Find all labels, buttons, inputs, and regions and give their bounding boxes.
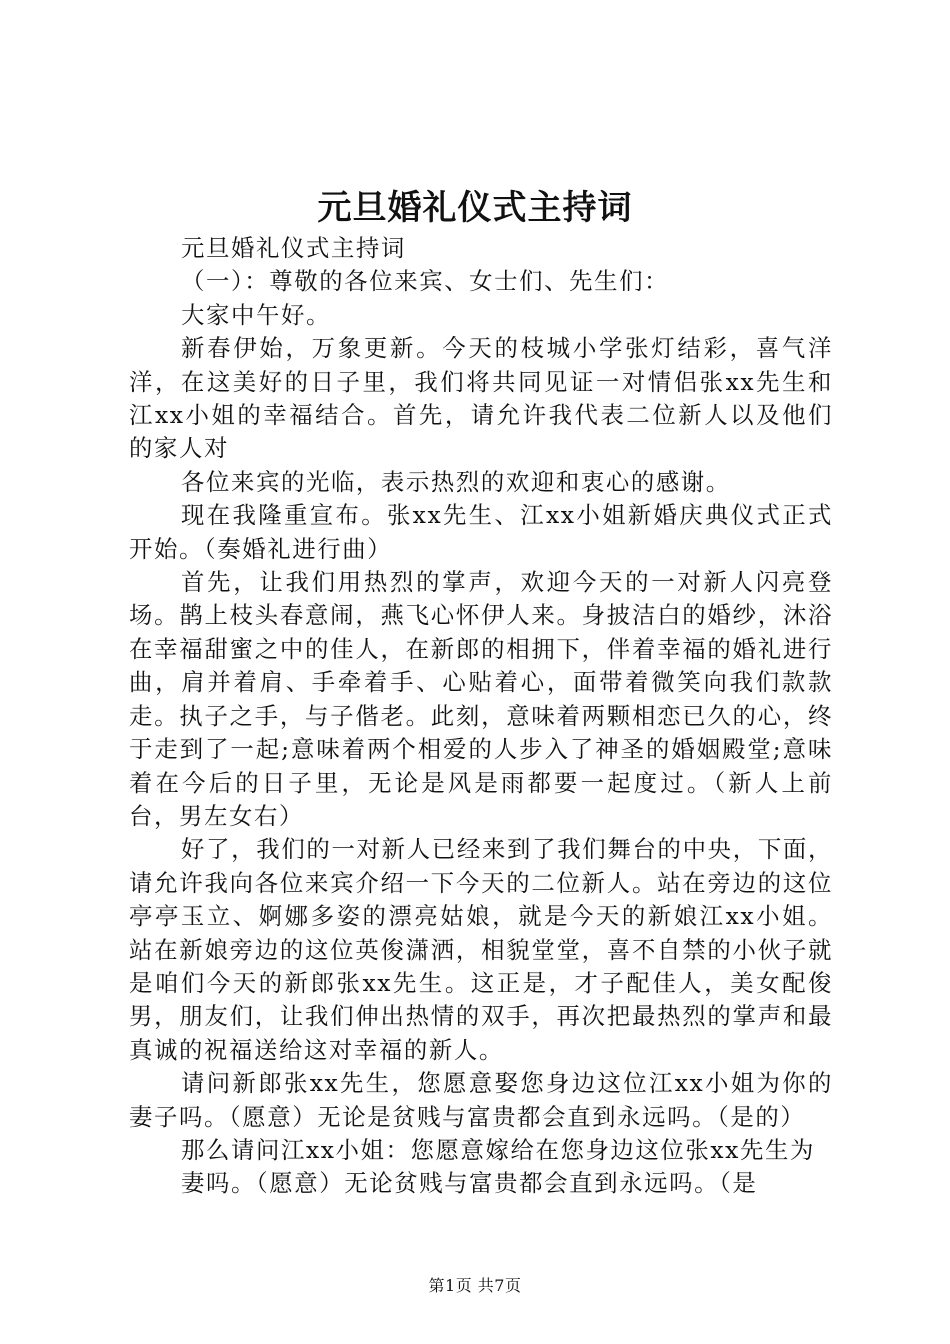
paragraph-7: 首先，让我们用热烈的掌声，欢迎今天的一对新人闪亮登场。鹊上枝头春意闹，燕飞心怀伊人来。身披洁白的婚纱，沐浴在幸福甜蜜之中的佳人，在新郎的相拥下，伴着幸福的婚礼进行曲，肩并着肩、手牵着手、心贴着心，面带着微笑向我们款款走。执子之手，与子偕老。此刻，意味着两颗相恋已久的心，终于走到了一起;意味着两个相爱的人步入了神圣的婚姻殿堂;意味着在今后的日子里，无论是风是雨都要一起度过。（新人上前台，男左女右） bbox=[129, 568, 833, 830]
paragraph-6: 现在我隆重宣布。张xx先生、江xx小姐新婚庆典仪式正式开始。（奏婚礼进行曲） bbox=[129, 501, 833, 563]
paragraph-11: 妻吗。（愿意）无论贫贱与富贵都会直到永远吗。（是 bbox=[181, 1169, 758, 1198]
document-title: 元旦婚礼仪式主持词 bbox=[317, 188, 633, 228]
paragraph-1: 元旦婚礼仪式主持词 bbox=[181, 234, 406, 262]
paragraph-8: 好了，我们的一对新人已经来到了我们舞台的中央，下面，请允许我向各位来宾介绍一下今天的二位新人。站在旁边的这位亭亭玉立、婀娜多姿的漂亮姑娘，就是今天的新娘江xx小姐。站在新娘旁边的这位英俊潇洒，相貌堂堂，喜不自禁的小伙子就是咱们今天的新郎张xx先生。这正是，才子配佳人，美女配俊男，朋友们，让我们伸出热情的双手，再次把最热烈的掌声和最真诚的祝福送给这对幸福的新人。 bbox=[129, 835, 833, 1064]
page-footer: 第1页 共7页 bbox=[428, 1276, 522, 1295]
paragraph-5: 各位来宾的光临，表示热烈的欢迎和衷心的感谢。 bbox=[181, 467, 731, 496]
document-body bbox=[129, 232, 833, 1201]
paragraph-10: 那么请问江xx小姐：您愿意嫁给在您身边这位张xx先生为 bbox=[181, 1135, 815, 1164]
paragraph-3: 大家中午好。 bbox=[181, 300, 331, 329]
paragraph-4: 新春伊始，万象更新。今天的枝城小学张灯结彩，喜气洋洋，在这美好的日子里，我们将共同见证一对情侣张xx先生和江xx小姐的幸福结合。首先，请允许我代表二位新人以及他们的家人对 bbox=[129, 334, 833, 463]
paragraph-9: 请问新郎张xx先生，您愿意娶您身边这位江xx小姐为你的妻子吗。（愿意）无论是贫贱与富贵都会直到永远吗。（是的） bbox=[129, 1069, 833, 1131]
paragraph-2: （一）：尊敬的各位来宾、女士们、先生们： bbox=[181, 267, 670, 296]
